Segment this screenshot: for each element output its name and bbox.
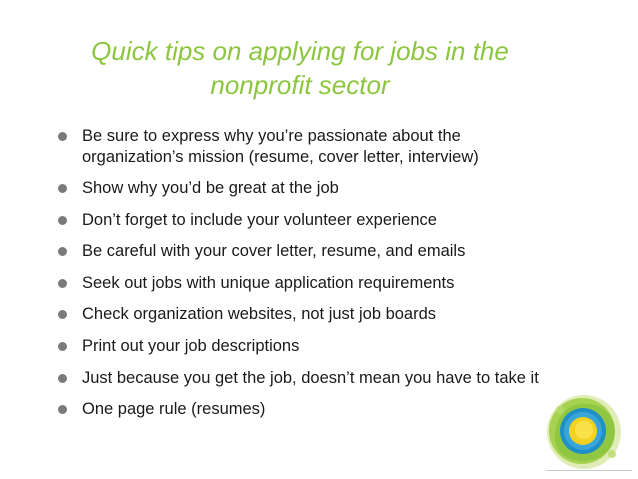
list-item [58, 336, 598, 357]
bullet-dot-icon [58, 216, 67, 225]
list-item [58, 304, 598, 325]
list-item-text: Check organization websites, not just job boards [82, 305, 437, 324]
tips-list [58, 126, 598, 431]
list-item-text: Don’t forget to include your volunteer experience [82, 210, 437, 229]
slide-title [40, 34, 560, 102]
bullet-dot-icon [58, 405, 67, 414]
slide-title-line-2: nonprofit sector [210, 70, 390, 100]
bullet-dot-icon [58, 184, 67, 193]
bullet-dot-icon [58, 132, 67, 141]
bullet-dot-icon [58, 247, 67, 256]
logo-divider [546, 470, 632, 471]
bullet-dot-icon [58, 310, 67, 319]
list-item-text: Just because you get the job, doesn’t mean you have to take it [82, 368, 539, 387]
list-item-text: Print out your job descriptions [82, 336, 300, 355]
list-item [58, 241, 598, 262]
list-item-text: Be sure to express why you’re passionate about the organization’s mission (resume, cover letter, interview) [82, 127, 479, 166]
bullet-dot-icon [58, 342, 67, 351]
bullet-dot-icon [58, 279, 67, 288]
list-item-text: Show why you’d be great at the job [82, 179, 339, 197]
list-item [58, 273, 598, 294]
list-item [58, 368, 598, 389]
list-item [58, 178, 598, 199]
watercolor-circle-logo-icon [538, 392, 630, 472]
list-item [58, 126, 598, 168]
slide-title-line-1: Quick tips on applying for jobs in the [91, 36, 509, 66]
list-item-text: Seek out jobs with unique application requirements [82, 273, 455, 292]
list-item [58, 399, 598, 420]
list-item [58, 210, 598, 231]
list-item-text: One page rule (resumes) [82, 400, 266, 419]
bullet-dot-icon [58, 374, 67, 383]
list-item-text: Be careful with your cover letter, resume, and emails [82, 242, 466, 261]
